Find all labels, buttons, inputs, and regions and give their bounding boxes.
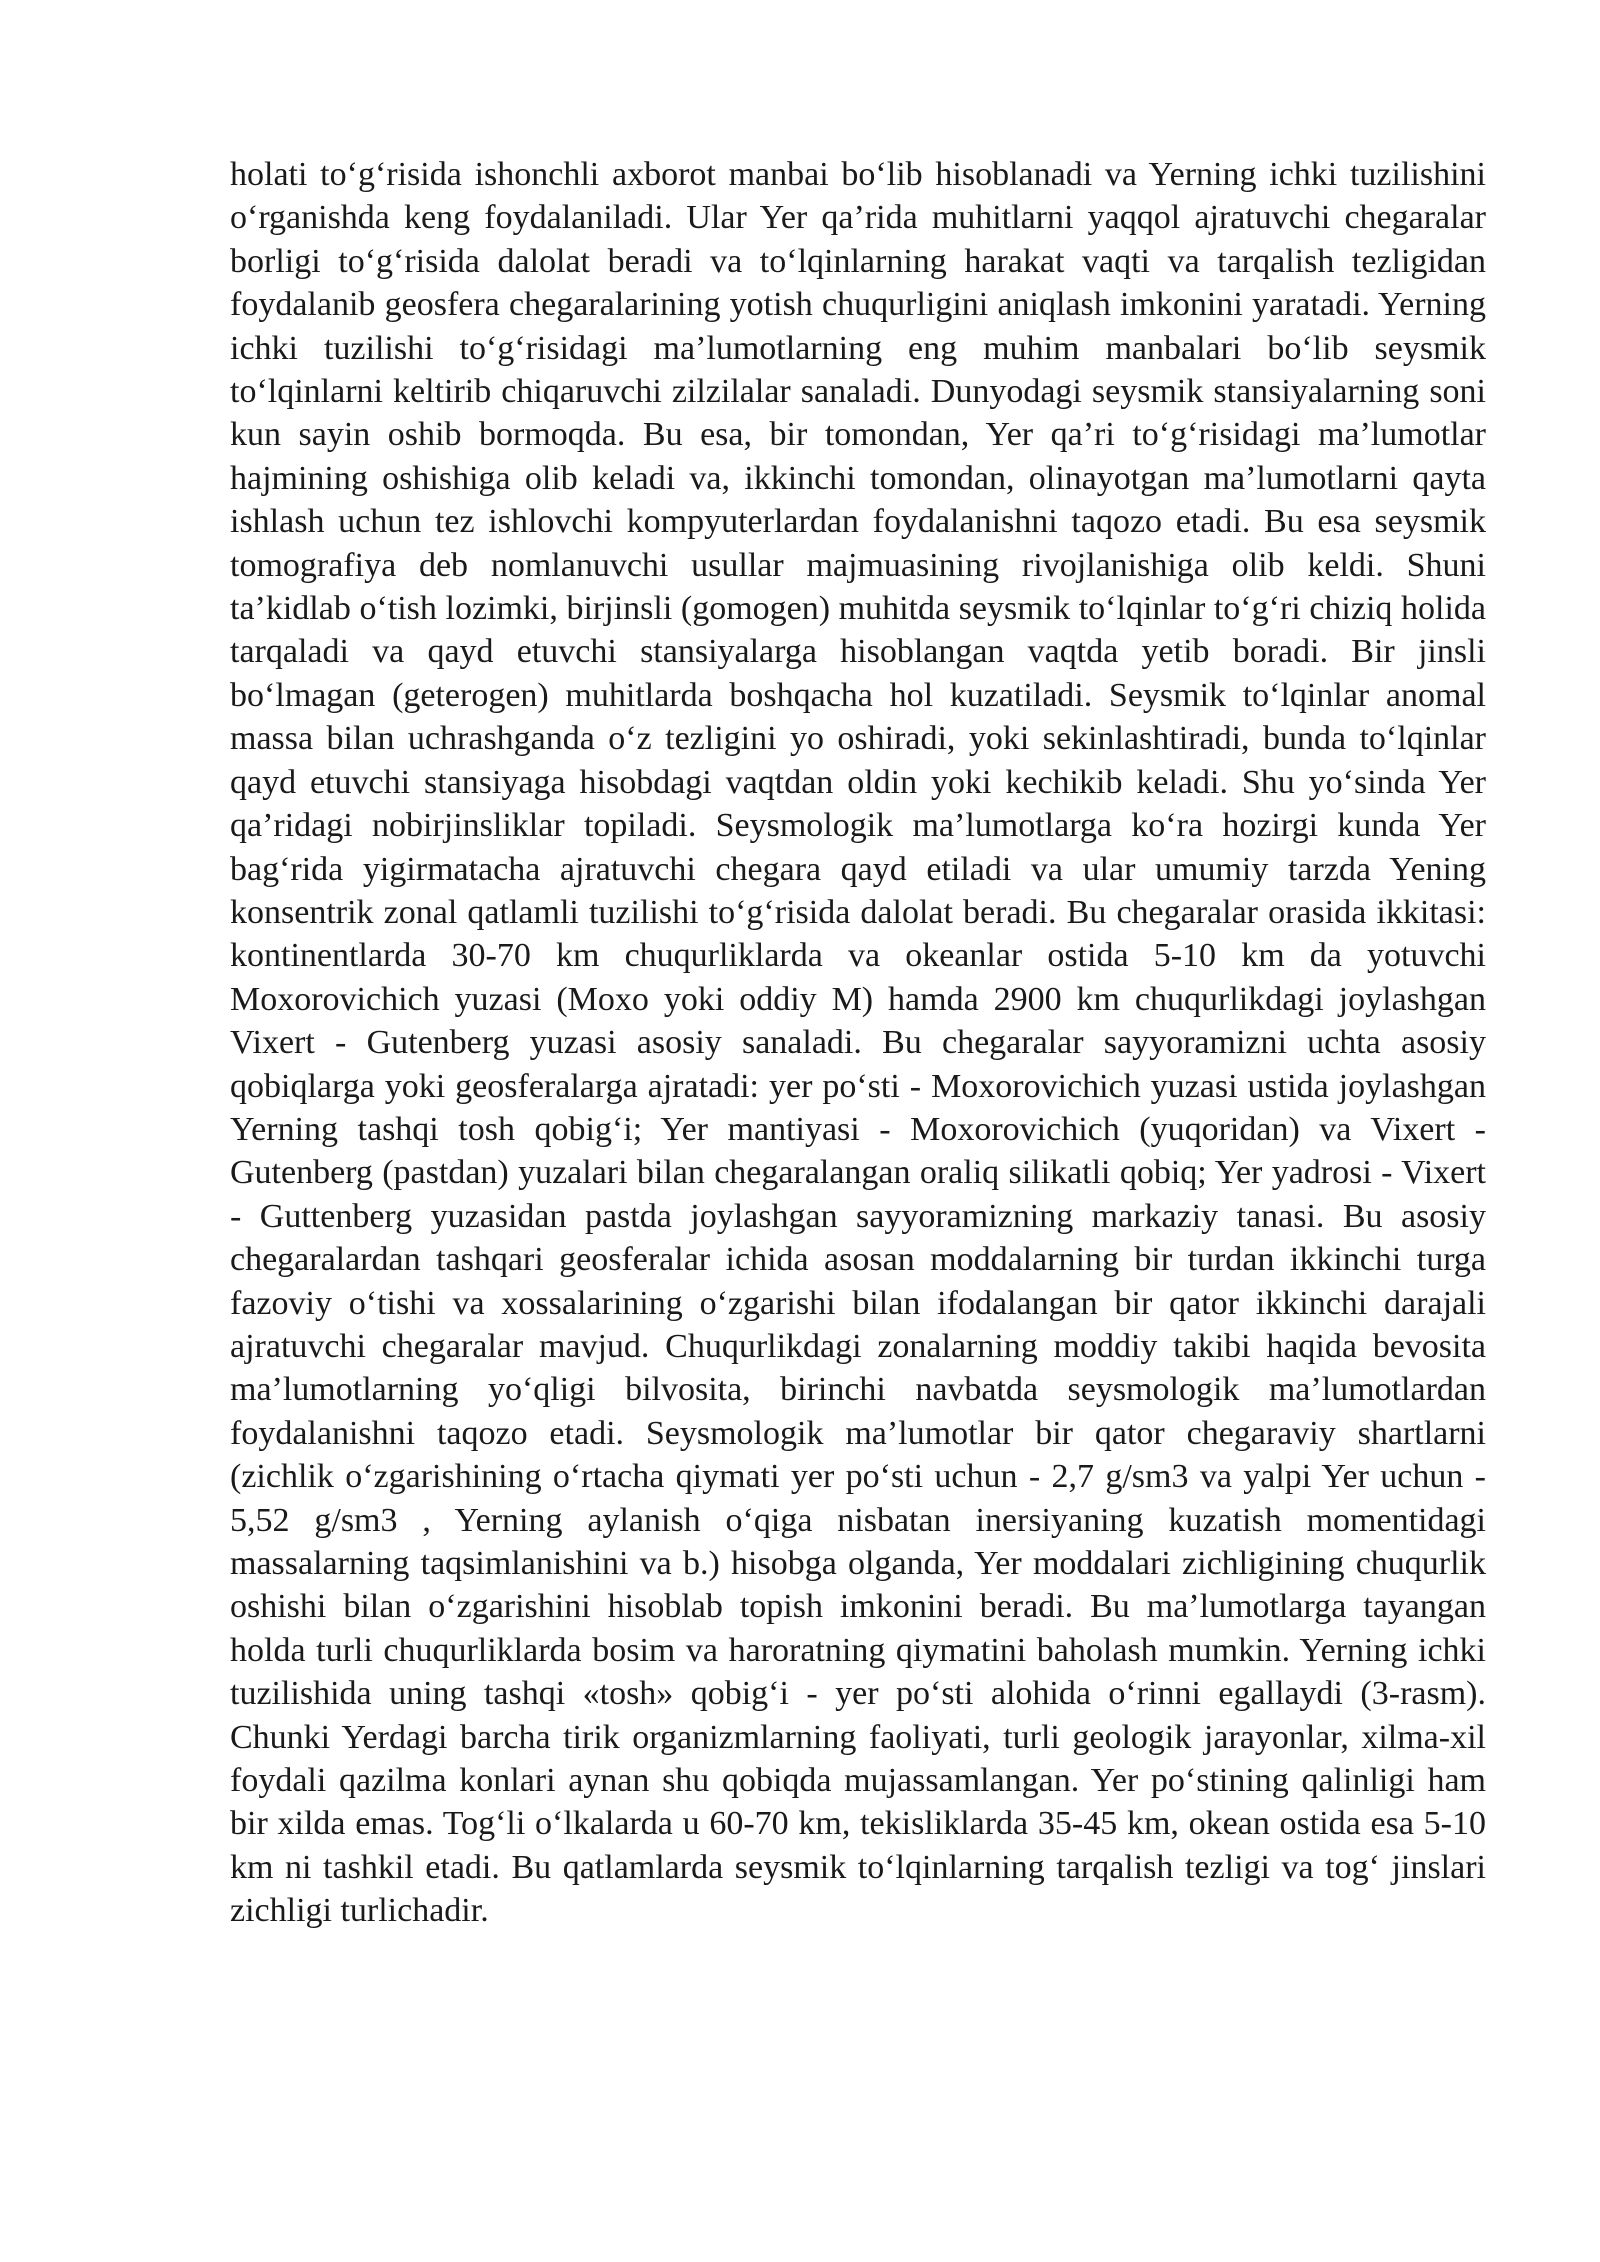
body-paragraph: holati to‘g‘risida ishonchli axborot manbai bo‘lib hisoblanadi va Yerning ichki tuzilishini o‘rganishda keng foydalaniladi. Ular Yer qa’rida muhitlarni yaqqol ajratuvchi chegaralar borligi to‘g‘risida dalolat beradi va to‘lqinlarning harakat vaqti va tarqalish tezligidan foydalanib geosfera chegaralarining yotish chuqurligini aniqlash imkonini yaratadi. Yerning ichki tuzilishi to‘g‘risidagi ma’lumotlarning eng muhim manbalari bo‘lib seysmik to‘lqinlarni keltirib chiqaruvchi zilzilalar sanaladi. Dunyodagi seysmik stansiyalarning soni kun sayin oshib bormoqda. Bu esa, bir tomondan, Yer qa’ri to‘g‘risidagi ma’lumotlar hajmining oshishiga olib keladi va, ikkinchi tomondan, olinayotgan ma’lumotlarni qayta ishlash uchun tez ishlovchi kompyuterlardan foydalanishni taqozo etadi. Bu esa seysmik tomografiya deb nomlanuvchi usullar majmuasining rivojlanishiga olib keldi. Shuni ta’kidlab o‘tish lozimki, birjinsli (gomogen) muhitda seysmik to‘lqinlar to‘g‘ri chiziq holida tarqaladi va qayd etuvchi stansiyalarga hisoblangan vaqtda yetib boradi. Bir jinsli bo‘lmagan (geterogen) muhitlarda boshqacha hol kuzatiladi. Seysmik to‘lqinlar anomal massa bilan uchrashganda o‘z tezligini yo oshiradi, yoki sekinlashtiradi, bunda to‘lqinlar qayd etuvchi stansiyaga hisobdagi vaqtdan oldin yoki kechikib keladi. Shu yo‘sinda Yer qa’ridagi nobirjinsliklar topiladi. Seysmologik ma’lumotlarga ko‘ra hozirgi kunda Yer bag‘rida yigirmatacha ajratuvchi chegara qayd etiladi va ular umumiy tarzda Yening konsentrik zonal qatlamli tuzilishi to‘g‘risida dalolat beradi. Bu chegaralar orasida ikkitasi: kontinentlarda 30-70 km chuqurliklarda va okeanlar ostida 5-10 km da yotuvchi Moxorovichich yuzasi (Moxo yoki oddiy M) hamda 2900 km chuqurlikdagi joylashgan Vixert - Gutenberg yuzasi asosiy sanaladi. Bu chegaralar sayyoramizni uchta asosiy qobiqlarga yoki geosferalarga ajratadi: yer po‘sti - Moxorovichich yuzasi ustida joylashgan Yerning tashqi tosh qobig‘i; Yer mantiyasi - Moxorovichich (yuqoridan) va Vixert -Gutenberg (pastdan) yuzalari bilan chegaralangan oraliq silikatli qobiq; Yer yadrosi - Vixert - Guttenberg yuzasidan pastda joylashgan sayyoramizning markaziy tanasi. Bu asosiy chegaralardan tashqari geosferalar ichida asosan moddalarning bir turdan ikkinchi turga fazoviy o‘tishi va xossalarining o‘zgarishi bilan ifodalangan bir qator ikkinchi darajali ajratuvchi chegaralar mavjud. Chuqurlikdagi zonalarning moddiy takibi haqida bevosita ma’lumotlarning yo‘qligi bilvosita, birinchi navbatda seysmologik ma’lumotlardan foydalanishni taqozo etadi. Seysmologik ma’lumotlar bir qator chegaraviy shartlarni (zichlik o‘zgarishining o‘rtacha qiymati yer po‘sti uchun - 2,7 g/sm3 va yalpi Yer uchun - 5,52 g/sm3 , Yerning aylanish o‘qiga nisbatan inersiyaning kuzatish momentidagi massalarning taqsimlanishini va b.) hisobga olganda, Yer moddalari zichligining chuqurlik oshishi bilan o‘zgarishini hisoblab topish imkonini beradi. Bu ma’lumotlarga tayangan holda turli chuqurliklarda bosim va haroratning qiymatini baholash mumkin. Yerning ichki tuzilishida uning tashqi «tosh» qobig‘i - yer po‘sti alohida o‘rinni egallaydi (3-rasm). Chunki Yerdagi barcha tirik organizmlarning faoliyati, turli geologik jarayonlar, xilma-xil foydali qazilma konlari aynan shu qobiqda mujassamlangan. Yer po‘stining qalinligi ham bir xilda emas. Tog‘li o‘lkalarda u 60-70 km, tekisliklarda 35-45 km, okean ostida esa 5-10 km ni tashkil etadi. Bu qatlamlarda seysmik to‘lqinlarning tarqalish tezligi va tog‘ jinslari zichligi turlichadir. <box>230 156 1486 1930</box>
